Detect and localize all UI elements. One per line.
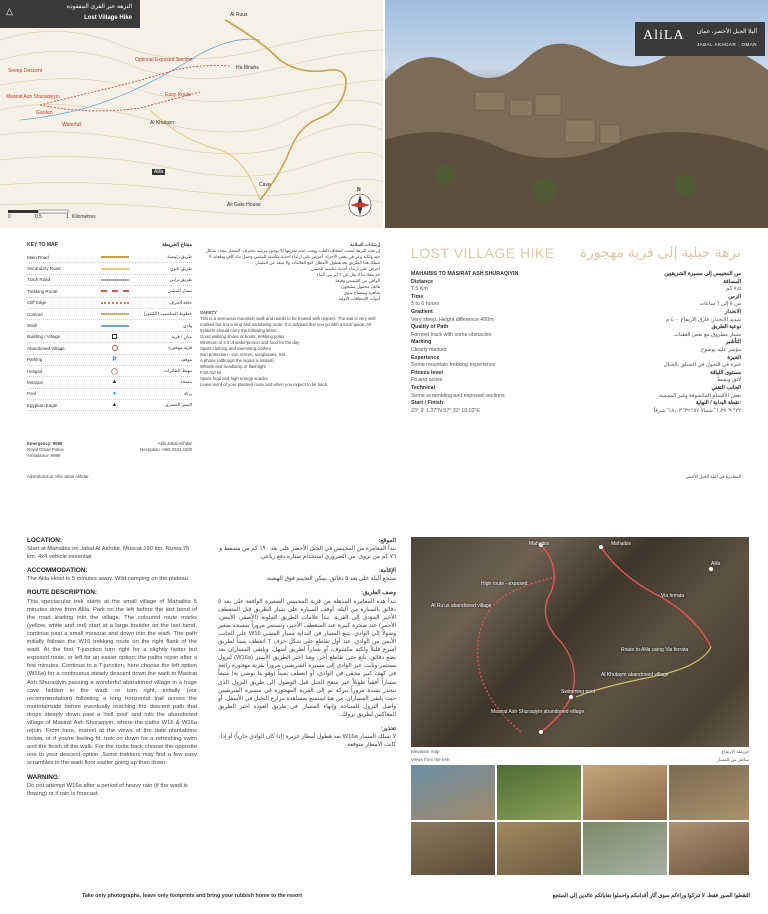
hike-field-label-en: Marking [411,339,432,346]
key-label-en: Main Road [27,254,49,260]
route-photo[interactable] [411,537,749,747]
hike-field-value-en: 23° 9' 1.37"N 57° 32' 18.03"E [411,407,480,414]
route-label: Mahaibis [529,541,550,547]
key-label-ar: طريق ترابي [169,276,192,282]
safety-bullet: هاتف محمول مشحون [341,284,380,289]
key-row [27,400,192,411]
key-row [27,355,192,366]
key-row [27,298,192,309]
hike-field-label-en: Gradient [411,308,433,315]
key-label-en: Parking [27,357,43,363]
office-line: Reception +968 2534 4200 [140,447,192,453]
emergency-line: Royal Oman Police [27,447,64,453]
key-symbol-icon [100,290,130,292]
key-symbol-icon [100,256,130,258]
hike-field-label-ar: نقطة البداية / النهاية: [695,400,741,407]
route-overlay [411,537,749,747]
route-title-en: MAHAIBIS TO MASIRAT ASH SHURAQIYIN [411,271,519,277]
emergency-line: Ambulance: 9999 [27,453,61,459]
key-symbol-icon: ▲ [111,379,118,386]
route-label: Masirat Ash Shuraqiyin abandoned village [491,709,585,715]
trail-map[interactable] [0,0,383,228]
place-label-easy-route: Easy Route [165,92,191,98]
hike-field-value-en: 5 to 6 hours [411,301,439,308]
location-text: Start at Mahaibis on Jabal Al Akhdar. Muscat 190 km. Nizwa 76 km. 4x4 vehicle essential [27,546,190,561]
compass-icon [349,194,371,216]
scale-tick-0: 0 [8,214,11,220]
key-row [27,332,192,343]
emergency-info [27,441,64,459]
key-symbol-icon [100,302,130,304]
route-title-ar: من المحيبس إلى مسيرة الشريقيين [664,271,741,277]
key-label-en: Trekking Route [27,288,58,294]
alila-logo-ar: أليلا الجبل الأخضر، عمان [696,29,757,35]
key-row [27,286,192,297]
route-text: This spectacular trek starts at the small village of Mahaibis 5 minutes drive from Alila. Park on the left before the last bend of the road leading into the village. The coloured route marks (yellow, white and red) start at a large boulder on the last bend, continue past a small mosque and down into the wadi. The path initially follows the W16 trekking route on the right flank of the wadi. At the first T-junction turn right for a slightly faster but exposed route, or left for an easier option; the paths rejoin after a few minutes. Continue to a T-junction, here choose the left option (W16a) for a continuous steady descent down the wadi to Masirat Ash Shuraqiyin passing a wonderful abandoned village in a huge cave hidden in the wadi, or turn right, initially (our recommendation) following a long horizontal trail across the mountainside before eventually reaching the descent path that drops steeply down past a 'hell pool' and into the abandoned village of Masirat Ash Shuraqiyin, where the paths W16 & W16a rejoin. From here, marvel at the views of the date plantations below, or if you're feeling fit, trek on down for a refreshing swim and the finish of the walk. For the route back choose the opposite one to your descent option. Some trekkers may find a few easy scrambles in the wadi floor easier going up than down. [27,598,197,767]
route-label: Al Ru'us abandoned village [431,603,492,609]
place-label-alila: Alila [154,169,164,175]
route-label: Via ferrata [661,593,684,599]
compass-north: N [357,187,361,193]
alila-logo: AliLA [643,28,685,43]
scale-unit: Kilometres [72,214,96,220]
hiker-icon: △ [6,6,13,16]
route-label: Route to Alila using Via ferrata [621,647,689,653]
alila-logo-box[interactable] [635,22,765,56]
hike-field-label-en: Time [411,293,424,300]
safety-bullet: Minimum of 2 lt of water/person and food for the day [200,340,300,345]
safety-list-en [200,334,380,388]
place-label-mnahs: Ha Mnahs [236,65,259,71]
key-symbol-icon [100,279,130,281]
ar-warning-heading: تحذير: [380,725,396,732]
hike-info [411,244,741,415]
safety-list-ar [200,266,380,302]
safety-bullet: First Aid kit [200,370,222,375]
key-label-ar: مهبط الطائرات [163,368,192,374]
key-row [27,252,192,263]
route-heading: ROUTE DESCRIPTION: [27,589,97,597]
footer-ar: التقطوا الصور فقط، لا تتركوا وراءكم سوى آثار أقدامكم واحملوا نفاياتكم عائدين إلى المنتجع [552,893,750,899]
footer-en: Take only photographs, leave only footprints and bring your rubbish home to the resort [82,893,303,899]
key-symbol-icon [100,325,130,327]
main-road-line [225,20,346,200]
map-key [27,242,192,459]
hike-field-value-ar: من ٥ إلى ٦ ساعات [699,301,741,308]
warning-text: Do not attempt W16a after a period of heavy rain (if the wadi is flowing) or if rain is forecast. [27,782,188,797]
gallery-photo[interactable] [411,765,495,820]
gallery-photo[interactable] [669,822,749,875]
office-line: Alila Jabal Akhdar [157,441,192,447]
ar-location-heading: الموقع: [378,538,396,544]
safety-text-en: This is a strenuous mountain walk and needs to be treated with respect. The trail is very well marked but it is a long and undulating route. It is advised that you go with a local guide. All trekkers should carry the following items: [200,316,376,333]
place-label-gate: Ali Gate House [227,202,261,208]
hike-info-en [411,271,581,415]
key-label-ar: وادي [183,322,192,328]
photo-gallery [411,765,749,875]
key-label-ar: مسار المشي [167,288,192,294]
key-row [27,263,192,274]
key-row [27,275,192,286]
key-row [27,309,192,320]
key-label-en: Mosque [27,379,44,385]
hike-field-label-ar: مستوى اللياقة [710,369,741,376]
scale-bar [8,210,68,213]
gallery-photo[interactable] [497,822,581,875]
page2-arabic [218,537,396,749]
safety-bullet: Spare clothing and swimming clothes [200,346,271,351]
place-label-descent: Seeep Descent [8,68,43,74]
scale-tick-1: 1 [66,214,69,220]
key-label-en: Contour [27,311,44,317]
key-label-en: Secondary Road [27,266,61,272]
hike-field-value-en: Clearly marked [411,346,447,353]
hike-field-value-en: Fit and active [411,377,443,384]
gallery-caption-en: Views from the trek [411,757,450,762]
ar-route-text: تبدأ هذه المغامرة المذهلة من قرية المحيبس الصغيرة الواقعة على بعد ٥ دقائق بالسيارة من أليلة. أوقف السيارة على يسار الطريق قبل المنعطف الأخير المؤدي إلى القرية. تبدأ علامات الطريق الملونة (الأصفر، الأبيض، الأحمر) عند صخرة كبيرة عند المنعطف الأخير، وتستمر مروراً بمسجد صغير وصولاً إلى الوادي. يتبع المسار في البداية مسار المشي W16 على الجانب الأيمن من الوادي. عند أول تقاطع على شكل حرف T انعطف يميناً لطريق أسرع قليلاً ولكنه مكشوف، أو يساراً لطريق أسهل، ويلتقي المساران بعد بضع دقائق. تابع حتى تقاطع آخر، وهنا اختر الطريق الأيسر (W16a) لنزول مستمر وثابت عبر الوادي إلى مسيرة الشريقيين مروراً بقرية مهجورة رائعة في كهف كبير مخفي في الوادي، أو انعطف يميناً (وهو ما نوصي به) متبعاً مساراً أفقياً طويلاً عبر سفح الجبل قبل الوصول إلى طريق النزول الذي ينحدر بشدة مروراً ببركة ثم إلى القرية المهجورة في مسيرة الشريقيين حيث يلتقي المساران. من هنا استمتع بمشاهدة مزارع النخيل في الأسفل، أو واصل النزول للسباحة وإنهاء المسار. في طريق العودة اختر الطريق المعاكس لطريق نزولك. [218,598,397,718]
hike-field-value-en: 7.5 Km [411,286,428,293]
accommodation-heading: ACCOMMODATION: [27,567,88,575]
alila-logo-sub: JABAL AKHDAR . OMAN [696,42,757,47]
map-header [0,0,140,28]
key-label-en: Pool [27,391,37,397]
hike-field-value-en: Some mountain trekking experience [411,362,496,369]
gallery-caption-ar: مناظر من المسار [716,757,749,762]
key-symbol-icon [100,313,130,315]
hike-field-value-ar: مسار مطروق مع بعض العقبات [673,331,741,338]
route-caption-en: Elevation map [411,749,440,754]
place-label-cave: Cave [259,182,271,188]
hike-field-label-en: Quality of Path [411,324,449,331]
safety-bullet: صافرة ومصباح يدوي [343,290,380,295]
hike-title-ar: نزهة جبلية إلى قرية مهجورة [579,244,741,260]
ar-warning-text: لا تسلك المسار W16a بعد هطول أمطار غزيرة (إذا كان الوادي جارياً) أو إذا كانت الأمطار متوقعة. [220,734,396,749]
safety-bullet: Leave word of your planned route and when you expect to be back [200,382,327,387]
hike-info-ar [591,271,741,415]
gallery-photo[interactable] [411,822,495,875]
key-label-en: Building / Village [27,334,61,340]
page2-english [27,537,197,798]
hike-field-label-ar: الخبرة [727,354,741,361]
key-label-ar: حافة الجرف [169,299,192,305]
place-label-garden: Garden [36,110,53,116]
hike-field-label-ar: الزمن [728,293,741,300]
gallery-photo[interactable] [669,765,749,820]
place-label-waterfall: Waterfall [62,122,82,128]
hike-field-label-ar: الانحدار [724,308,741,315]
ar-access-text: منتجع أليلة على بعد ٥ دقائق. يمكن التخييم فوق الهضبة. [265,576,396,583]
safety-bullet: Good walking shoes or boots, trekking poles [200,334,285,339]
safety-bullet: Spare food and high energy snacks [200,376,268,381]
safety-bullet: أدوات الإسعافات الأولية [338,296,380,301]
hike-field-value-ar: شديد الانحدار. فارق الارتفاع ٤٠٠ م [665,316,741,323]
safety-text-ar: إن هذه النزهة ليست لضعاف القلب ويجب عدم تجربتها إلا بوجود مرشد محترف. المسار محدد بشكل جيد ولكنه وعر في بعض الأجزاء. احرص على ارتداء أحذية مناسبة للمشي وحمل ماء كافٍ وطعام. لا تسلك هذا الطريق بعد هطول الأمطار. اتبع العلامات ولا تبتعد عن المسار. [205,248,380,265]
warning-heading: WARNING: [27,773,61,781]
key-row [27,366,192,377]
place-label-khutayn: Al Khutayn [150,120,175,126]
safety-section [200,242,380,388]
gallery-photo[interactable] [497,765,581,820]
safety-bullet: A phone (although the signal is limited) [200,358,274,363]
map-header-ar: النزهة عبر القرى المفقودة [66,4,132,10]
key-label-en: Abandoned Village [27,345,65,351]
map-header-en: Lost Village Hike [84,15,132,21]
hike-field-value-en: Formed track with some obstacles [411,331,492,338]
key-label-ar: موقف [180,356,192,362]
hike-field-label-ar: الجانب التقني [711,384,741,391]
hike-field-label-en: Experience [411,354,440,361]
route-label: Swimming pool [561,689,595,695]
key-label-en: Wadi [27,323,38,329]
route-label: Mahaibis [611,541,632,547]
route-caption-ar: خريطة الارتفاع [721,749,749,754]
office-info [140,441,192,459]
key-symbol-icon [100,334,130,339]
accommodation-text: The Alila Hotel is 5 minutes away. Wild camping on the plateau [27,576,188,583]
key-symbol-icon: ◯ [111,368,118,375]
key-label-ar: طريق رئيسية [167,254,192,260]
route-label: Al Khutaym abandoned village [601,672,669,678]
place-label-exposed: Optional Exposed Section [135,57,193,63]
key-symbol-icon [100,345,130,351]
key-row [27,377,192,388]
key-title-ar: مفتاح الخريطة [162,242,192,248]
key-rows [27,252,192,411]
safety-title-en: SAFETY [200,310,217,315]
key-label-en: Track Road [27,277,51,283]
route-label: High route - exposed [481,581,528,587]
ar-location-text: تبدأ المغامرة من المحيبس في الجبل الأخضر على بعد ١٩٠ كم من مسقط و ٧٦ كم من نزوى. من الضروري استخدام سيارة دفع رباعي. [219,546,396,561]
emergency-line: Emergency: 9999 [27,441,63,447]
place-label-masirat: Masirat Ash Shuraqiyyin [6,94,60,100]
hike-field-value-ar: ٧٫٥ كم [726,286,741,293]
key-label-ar: خطوط المناسيب (الكنتور) [143,311,192,317]
location-heading: LOCATION: [27,537,63,544]
safety-title-ar: إرشادات السلامة [349,242,380,247]
hike-field-value-en: Some scrambling and exposed sections [411,392,505,399]
key-label-ar: مبانٍ / قرية [171,333,192,339]
map-graphic [0,0,383,228]
hike-field-value-ar: ٢٣° ٩' ١٫٣٧" شمالاً ٥٧° ٣٢' ١٨٫٠٣" شرقاً [653,407,741,414]
safety-bullet: Sun protection - sun screen, sunglasses, hat [200,352,285,357]
hike-field-label-en: Fitness level [411,369,443,376]
key-label-ar: قرية مهجورة [168,345,192,351]
hike-field-value-en: Very steep. Height difference 400m [411,316,494,323]
key-symbol-icon: P [112,356,117,363]
page1-footer-left: Adventures at Alila Jabal Akhdar [27,474,89,479]
safety-bullet: الواقي من الشمس وقبعة [335,278,380,283]
safety-bullet: خذ معك ما لا يقل عن ٢ لتر من الماء [316,272,380,277]
key-label-ar: طريق ثانوي [169,265,192,271]
key-symbol-icon: ● [112,390,117,397]
key-label-en: Helipad [27,368,43,374]
hike-field-value-ar: مؤشر عليه بوضوح [700,346,741,353]
hike-field-label-ar: التأشير [725,339,741,346]
key-label-ar: بركة [183,390,192,396]
route-label: Alila [711,561,721,567]
key-label-ar: مسجد [180,379,192,385]
key-row [27,389,192,400]
ar-route-heading: وصف الطريق: [360,590,396,597]
key-row [27,343,192,354]
key-label-en: Cliff Edge [27,300,47,306]
hike-field-label-ar: نوعية الطريق [711,324,741,331]
hike-field-label-ar: المسافة [723,278,741,285]
hike-field-label-en: Technical [411,384,436,391]
gallery-photo[interactable] [583,765,667,820]
ar-access-heading: الإقامة: [378,568,396,575]
key-row [27,320,192,331]
hike-field-value-ar: بعض الأقسام المكشوفة وغير المحمية [659,392,741,399]
safety-bullet: Whistle and headlamp or flashlight [200,364,266,369]
key-symbol-icon: ▲ [111,402,118,409]
gallery-photo[interactable] [583,822,667,875]
key-symbol-icon [100,268,130,270]
hike-field-label-en: Distance [411,278,434,285]
scale-tick-05: 0.5 [35,214,42,220]
key-label-ar: النسر المصري [165,402,192,408]
safety-bullet: احرص على ارتداء أحذية مناسبة للمشي [310,266,380,271]
trek-route-line [40,66,230,106]
place-label-ruus: Al Ruus [230,12,248,18]
page1-footer-right: المغامرة في أليلة الجبل الأخضر [685,474,741,479]
hike-field-value-ar: خبرة في التجول في التسلق بالجبال [663,362,741,369]
key-label-en: Egyptian Eagle [27,402,58,408]
hike-field-value-ar: لائق ونشط [716,377,741,384]
hike-title-en: LOST VILLAGE HIKE [411,244,555,261]
key-title-en: KEY TO MAP [27,242,58,248]
hike-field-label-en: Start / Finish: [411,400,445,407]
